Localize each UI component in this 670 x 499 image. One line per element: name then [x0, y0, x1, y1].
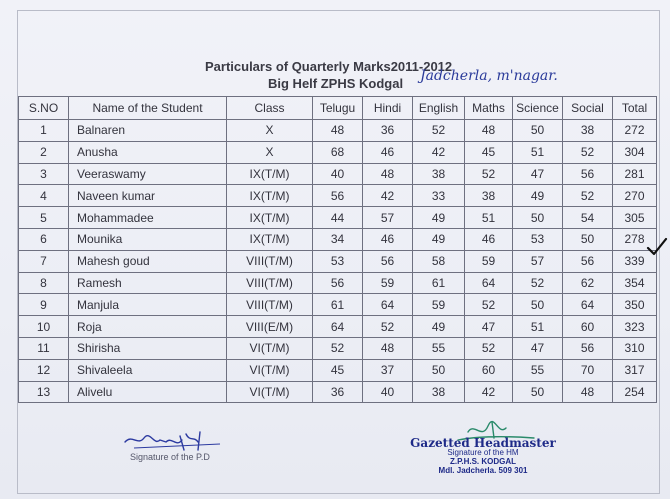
school-name: Big Helf ZPHS Kodgal: [268, 76, 404, 91]
table-cell: 3: [19, 163, 69, 185]
column-header: Maths: [465, 97, 513, 120]
table-cell: 40: [313, 163, 363, 185]
table-cell: 61: [313, 294, 363, 316]
table-cell: 45: [313, 359, 363, 381]
table-cell: 50: [513, 207, 563, 229]
table-cell: 60: [465, 359, 513, 381]
student-name-cell: Mahesh goud: [69, 250, 227, 272]
table-cell: 38: [413, 163, 465, 185]
table-row: [19, 185, 657, 207]
student-name-cell: Veeraswamy: [69, 163, 227, 185]
stamp-title: Gazetted Headmaster: [410, 436, 556, 450]
table-cell: 48: [363, 337, 413, 359]
column-header: S.NO: [19, 97, 69, 120]
table-cell: 52: [465, 163, 513, 185]
pd-signature-label: Signature of the P.D: [130, 452, 210, 462]
table-body: [19, 120, 657, 403]
table-cell: 52: [563, 141, 613, 163]
table-cell: 272: [613, 120, 657, 142]
table-cell: 304: [613, 141, 657, 163]
table-cell: 6: [19, 228, 69, 250]
table-cell: 48: [465, 120, 513, 142]
table-cell: 54: [563, 207, 613, 229]
table-row: [19, 381, 657, 403]
table-cell: 11: [19, 337, 69, 359]
table-cell: 60: [563, 316, 613, 338]
table-cell: 64: [465, 272, 513, 294]
table-row: [19, 120, 657, 142]
table-cell: 56: [363, 250, 413, 272]
table-cell: 47: [513, 337, 563, 359]
table-row: [19, 228, 657, 250]
table-cell: 61: [413, 272, 465, 294]
table-cell: 323: [613, 316, 657, 338]
table-cell: 64: [363, 294, 413, 316]
table-cell: 52: [563, 185, 613, 207]
table-cell: 1: [19, 120, 69, 142]
table-row: [19, 163, 657, 185]
table-cell: 305: [613, 207, 657, 229]
table-cell: 8: [19, 272, 69, 294]
table-cell: 350: [613, 294, 657, 316]
column-header: Science: [513, 97, 563, 120]
table-cell: VIII(T/M): [227, 250, 313, 272]
table-cell: 46: [465, 228, 513, 250]
table-cell: 42: [465, 381, 513, 403]
table-cell: X: [227, 120, 313, 142]
table-cell: 52: [413, 120, 465, 142]
table-cell: 50: [413, 359, 465, 381]
table-cell: 38: [413, 381, 465, 403]
document-title: Particulars of Quarterly Marks2011-2012: [205, 59, 453, 74]
table-cell: 45: [465, 141, 513, 163]
column-header: Class: [227, 97, 313, 120]
column-header: Telugu: [313, 97, 363, 120]
table-row: [19, 316, 657, 338]
table-cell: 10: [19, 316, 69, 338]
table-cell: 38: [563, 120, 613, 142]
table-cell: 37: [363, 359, 413, 381]
student-name-cell: Alivelu: [69, 381, 227, 403]
table-cell: 12: [19, 359, 69, 381]
table-cell: IX(T/M): [227, 185, 313, 207]
table-cell: 52: [313, 337, 363, 359]
table-cell: 50: [513, 381, 563, 403]
table-cell: 42: [413, 141, 465, 163]
table-cell: 44: [313, 207, 363, 229]
table-cell: IX(T/M): [227, 207, 313, 229]
headmaster-stamp: [403, 436, 563, 475]
table-row: [19, 337, 657, 359]
table-cell: 36: [313, 381, 363, 403]
table-cell: IX(T/M): [227, 228, 313, 250]
table-cell: 42: [363, 185, 413, 207]
table-cell: 64: [313, 316, 363, 338]
table-cell: 59: [413, 294, 465, 316]
table-cell: 4: [19, 185, 69, 207]
table-cell: 49: [513, 185, 563, 207]
checkmark-icon: [646, 236, 668, 258]
table-cell: IX(T/M): [227, 163, 313, 185]
handwritten-location-note: Jadcherla, m'nagar.: [420, 68, 558, 84]
table-cell: VI(T/M): [227, 359, 313, 381]
table-cell: 70: [563, 359, 613, 381]
table-cell: 51: [513, 141, 563, 163]
table-cell: 46: [363, 141, 413, 163]
table-cell: 53: [513, 228, 563, 250]
column-header: Hindi: [363, 97, 413, 120]
table-cell: 339: [613, 250, 657, 272]
table-cell: 40: [363, 381, 413, 403]
table-cell: 49: [413, 316, 465, 338]
table-cell: 317: [613, 359, 657, 381]
table-row: [19, 250, 657, 272]
table-cell: 270: [613, 185, 657, 207]
table-cell: 55: [413, 337, 465, 359]
table-cell: 51: [465, 207, 513, 229]
table-cell: 56: [563, 163, 613, 185]
table-cell: 50: [513, 120, 563, 142]
table-cell: 52: [513, 272, 563, 294]
table-cell: 50: [563, 228, 613, 250]
table-cell: 48: [363, 163, 413, 185]
table-cell: 64: [563, 294, 613, 316]
table-cell: VIII(E/M): [227, 316, 313, 338]
table-cell: 50: [513, 294, 563, 316]
student-name-cell: Shirisha: [69, 337, 227, 359]
student-name-cell: Roja: [69, 316, 227, 338]
table-cell: 51: [513, 316, 563, 338]
table-cell: 281: [613, 163, 657, 185]
column-header: Name of the Student: [69, 97, 227, 120]
column-header: Social: [563, 97, 613, 120]
table-cell: 56: [313, 272, 363, 294]
table-cell: VI(T/M): [227, 337, 313, 359]
table-cell: VI(T/M): [227, 381, 313, 403]
student-name-cell: Naveen kumar: [69, 185, 227, 207]
table-cell: 7: [19, 250, 69, 272]
table-cell: 34: [313, 228, 363, 250]
table-cell: 33: [413, 185, 465, 207]
student-name-cell: Anusha: [69, 141, 227, 163]
table-cell: 52: [465, 294, 513, 316]
table-cell: 48: [313, 120, 363, 142]
table-cell: 5: [19, 207, 69, 229]
table-cell: 278: [613, 228, 657, 250]
table-cell: 47: [465, 316, 513, 338]
table-cell: 56: [313, 185, 363, 207]
table-cell: 36: [363, 120, 413, 142]
column-header: English: [413, 97, 465, 120]
stamp-place: Mdl. Jadcherla. 509 301: [438, 466, 528, 475]
table-cell: 47: [513, 163, 563, 185]
table-cell: 57: [513, 250, 563, 272]
table-row: [19, 294, 657, 316]
table-cell: 46: [363, 228, 413, 250]
table-cell: 49: [413, 207, 465, 229]
table-cell: 52: [465, 337, 513, 359]
table-cell: VIII(T/M): [227, 294, 313, 316]
table-cell: 58: [413, 250, 465, 272]
student-name-cell: Manjula: [69, 294, 227, 316]
marks-table: [18, 96, 657, 403]
table-cell: 48: [563, 381, 613, 403]
table-cell: 52: [363, 316, 413, 338]
table-row: [19, 141, 657, 163]
table-row: [19, 207, 657, 229]
table-cell: 9: [19, 294, 69, 316]
table-cell: 56: [563, 337, 613, 359]
stamp-school: Z.P.H.S. KODGAL: [449, 457, 517, 466]
table-header-row: [19, 97, 657, 120]
table-cell: 254: [613, 381, 657, 403]
table-cell: 55: [513, 359, 563, 381]
table-cell: 354: [613, 272, 657, 294]
student-name-cell: Mounika: [69, 228, 227, 250]
table-cell: 59: [363, 272, 413, 294]
table-row: [19, 359, 657, 381]
table-cell: 38: [465, 185, 513, 207]
table-cell: 59: [465, 250, 513, 272]
table-cell: 13: [19, 381, 69, 403]
table-cell: 53: [313, 250, 363, 272]
column-header: Total: [613, 97, 657, 120]
student-name-cell: Mohammadee: [69, 207, 227, 229]
table-cell: 2: [19, 141, 69, 163]
table-cell: 56: [563, 250, 613, 272]
table-cell: 68: [313, 141, 363, 163]
student-name-cell: Balnaren: [69, 120, 227, 142]
table-cell: 49: [413, 228, 465, 250]
table-cell: 57: [363, 207, 413, 229]
table-row: [19, 272, 657, 294]
student-name-cell: Shivaleela: [69, 359, 227, 381]
stamp-subtitle: Signature of the HM: [447, 448, 519, 457]
table-cell: 310: [613, 337, 657, 359]
table-cell: 62: [563, 272, 613, 294]
table-cell: X: [227, 141, 313, 163]
table-cell: VIII(T/M): [227, 272, 313, 294]
student-name-cell: Ramesh: [69, 272, 227, 294]
